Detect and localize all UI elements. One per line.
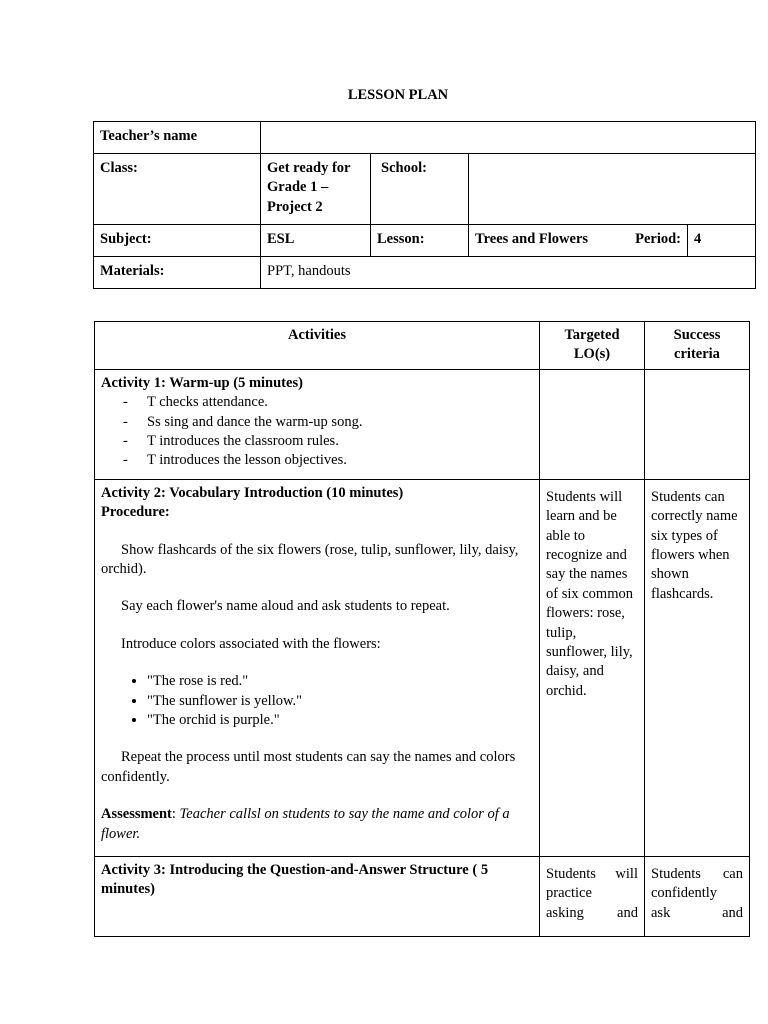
- period-value: 4: [688, 225, 756, 257]
- activity3-cell: [95, 856, 540, 936]
- activity2-paragraph-2: Say each flower's name aloud and ask students to repeat.: [121, 598, 450, 615]
- list-item: • "The sunflower is yellow.": [147, 692, 533, 711]
- activity2-title: Activity 2: Vocabulary Introduction (10 minutes): [101, 484, 404, 501]
- activity3-criteria-line: ask and: [651, 904, 743, 921]
- activity2-paragraph-3: Introduce colors associated with the flowers:: [121, 635, 381, 652]
- subject-label: Subject:: [94, 225, 261, 257]
- activity1-cell: [95, 369, 540, 479]
- activity1-lo: [540, 369, 645, 479]
- list-item: • "The orchid is purple.": [147, 711, 533, 730]
- list-item: - T introduces the lesson objectives.: [123, 451, 533, 470]
- activity3-title: Activity 3: Introducing the Question-and-Answer Structure ( 5 minutes): [101, 861, 489, 898]
- activity3-criteria-line: Students can: [651, 865, 743, 882]
- lesson-value: Trees and Flowers: [469, 225, 626, 257]
- lesson-info-table: [93, 121, 756, 289]
- list-item: - T introduces the classroom rules.: [123, 432, 533, 451]
- activity2-lo: Students will learn and be able to recognize and say the names of six common flowers: rose, tulip, sunflower, lily, daisy, and orchid.: [540, 479, 645, 856]
- activity3-lo-line: asking and: [546, 904, 638, 921]
- list-item: - T checks attendance.: [123, 393, 533, 412]
- materials-label: Materials:: [94, 257, 261, 289]
- materials-value: PPT, handouts: [261, 257, 756, 289]
- activity1-title: Activity 1: Warm-up (5 minutes): [101, 374, 303, 391]
- period-label: Period:: [626, 225, 688, 257]
- school-value: [469, 154, 756, 225]
- procedure-label: Procedure:: [101, 504, 170, 521]
- activity3-lo: [540, 856, 645, 936]
- activity3-criteria-line: confidently: [651, 885, 718, 902]
- assessment-label: Assessment: [101, 806, 172, 823]
- activity2-criteria: Students can correctly name six types of flowers when shown flashcards.: [645, 479, 750, 856]
- activity2-paragraph-4: Repeat the process until most students can say the names and colors confidently.: [101, 749, 516, 785]
- activity3-lo-line: practice: [546, 885, 592, 902]
- teacher-name-value: [261, 122, 756, 154]
- subject-value: ESL: [261, 225, 371, 257]
- activity3-criteria: [645, 856, 750, 936]
- targeted-los-header: Targeted LO(s): [540, 322, 645, 370]
- assessment: Assessment: Teacher callsl on students to say the name and color of a flower.: [101, 806, 510, 842]
- activity1-criteria: [645, 369, 750, 479]
- lesson-label: Lesson:: [371, 225, 469, 257]
- list-item: • "The rose is red.": [147, 672, 533, 691]
- list-item: - Ss sing and dance the warm-up song.: [123, 413, 533, 432]
- assessment-text: Teacher callsl on students to say the name and color of a flower.: [101, 806, 510, 842]
- activities-header: Activities: [95, 322, 540, 370]
- activities-table: [94, 321, 750, 937]
- activity2-color-list: [101, 672, 533, 730]
- school-label: School:: [371, 154, 469, 225]
- teacher-name-label: Teacher’s name: [94, 122, 261, 154]
- class-value: Get ready for Grade 1 – Project 2: [261, 154, 371, 225]
- activity3-lo-line: Students will: [546, 865, 638, 882]
- page-title: LESSON PLAN: [347, 87, 449, 103]
- activity1-list: [101, 393, 533, 471]
- class-label: Class:: [94, 154, 261, 225]
- success-criteria-header: Success criteria: [645, 322, 750, 370]
- activity2-paragraph-1: Show flashcards of the six flowers (rose, tulip, sunflower, lily, daisy, orchid).: [101, 541, 519, 578]
- activity2-cell: [95, 479, 540, 856]
